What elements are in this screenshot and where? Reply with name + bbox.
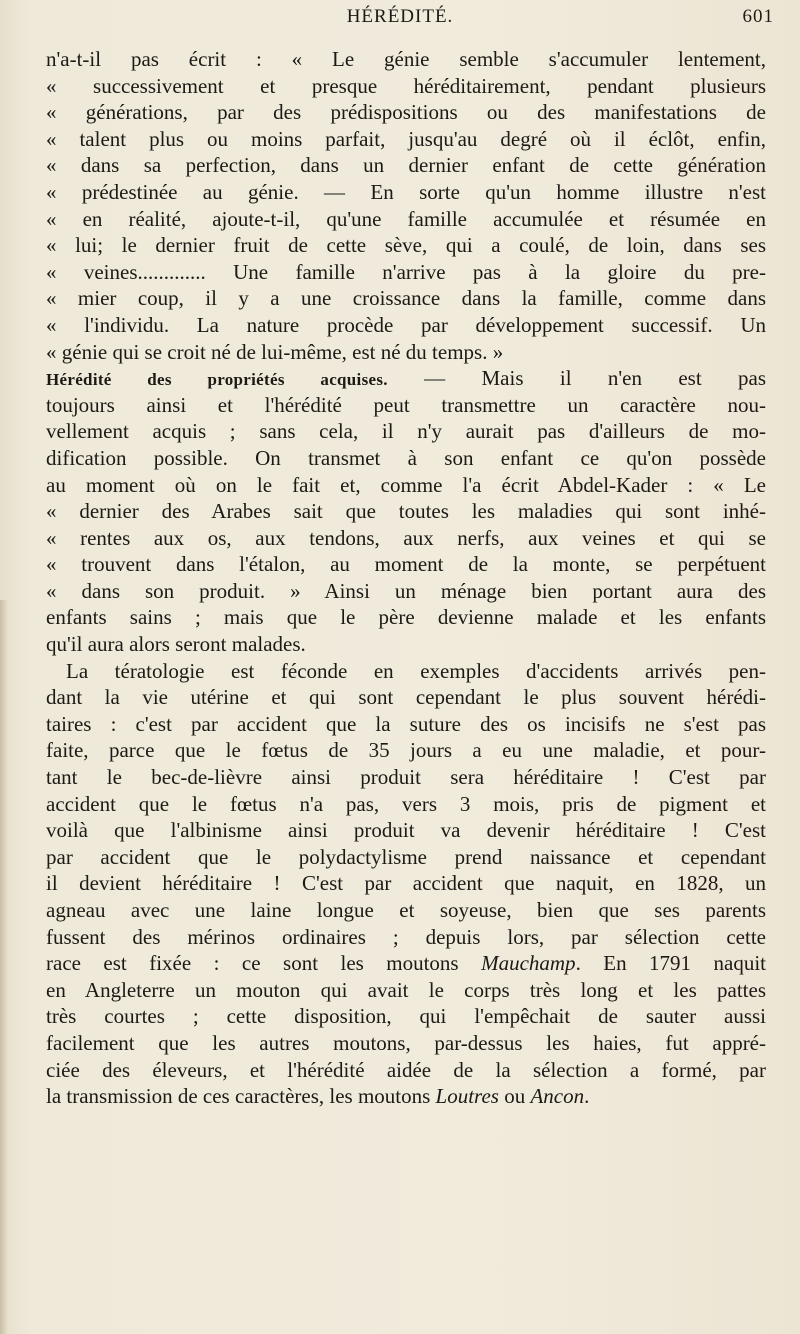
page-header	[0, 6, 800, 32]
text-line: facilement que les autres moutons, par-dessus les haies, fut appré-	[46, 1030, 766, 1055]
text-line: voilà que l'albinisme ainsi produit va devenir héréditaire ! C'est	[46, 818, 766, 843]
text-line	[46, 1083, 766, 1110]
text-line: « talent plus ou moins parfait, jusqu'au degré où il éclôt, enfin,	[46, 126, 766, 151]
text-line: « successivement et presque héréditairement, pendant plusieurs	[46, 73, 766, 98]
text-line: ciée des éleveurs, et l'hérédité aidée de la sélection a formé, par	[46, 1057, 766, 1082]
text-line: toujours ainsi et l'hérédité peut transmettre un caractère nou-	[46, 392, 766, 417]
text-line: agneau avec une laine longue et soyeuse, bien que ses parents	[46, 898, 766, 922]
section-title: Hérédité des propriétés acquises.	[46, 370, 388, 390]
text-line: il devient héréditaire ! C'est par accident que naquit, en 1828, un	[46, 871, 766, 896]
text-line: « trouvent dans l'étalon, au moment de la monte, se perpétuent	[46, 552, 766, 577]
text-line: très courtes ; cette disposition, qui l'empêchait de sauter aussi	[46, 1004, 766, 1029]
text-line: enfants sains ; mais que le père devienne malade et les enfants	[46, 605, 766, 630]
text-line: « lui; le dernier fruit de cette sève, qui a coulé, de loin, dans ses	[46, 233, 766, 258]
paragraph-quote-genius	[46, 46, 766, 365]
breed-name-ancon: Ancon	[530, 1084, 585, 1109]
text-fragment: . En 1791 naquit	[575, 951, 766, 976]
text-line: « prédestinée au génie. — En sorte qu'un homme illustre n'est	[46, 179, 766, 204]
text-line: « l'individu. La nature procède par développement successif. Un	[46, 312, 766, 337]
text-line	[46, 950, 766, 977]
text-fragment: ou	[504, 1084, 526, 1109]
section-title-continuation: — Mais il n'en est pas	[424, 366, 766, 391]
text-fragment: .	[584, 1084, 590, 1109]
text-line: taires : c'est par accident que la suture des os incisifs ne s'est pas	[46, 711, 766, 736]
text-line: dant la vie utérine et qui sont cependant le plus souvent hérédi-	[46, 685, 766, 710]
running-title: HÉRÉDITÉ.	[346, 6, 454, 27]
text-line: « dans son produit. » Ainsi un ménage bien portant aura des	[46, 578, 766, 603]
text-line: vellement acquis ; sans cela, il n'y aurait pas d'ailleurs de mo-	[46, 419, 766, 444]
text-fragment: la transmission de ces caractères, les moutons	[46, 1084, 431, 1109]
text-line: au moment où on le fait et, comme l'a écrit Abdel-Kader : « Le	[46, 472, 766, 497]
text-line: fussent des mérinos ordinaires ; depuis lors, par sélection cette	[46, 924, 766, 949]
text-line: accident que le fœtus n'a pas, vers 3 mois, pris de pigment et	[46, 791, 766, 816]
text-line: « générations, par des prédispositions ou des manifestations de	[46, 100, 766, 125]
text-line: qu'il aura alors seront malades.	[46, 632, 306, 657]
text-line: dification possible. On transmet à son enfant ce qu'on possède	[46, 445, 766, 470]
text-line: faite, parce que le fœtus de 35 jours a eu une maladie, et pour-	[46, 738, 766, 763]
text-line: « rentes aux os, aux tendons, aux nerfs, aux veines et qui se	[46, 525, 766, 550]
text-line: en Angleterre un mouton qui avait le corps très long et les pattes	[46, 977, 766, 1002]
text-line: tant le bec-de-lièvre ainsi produit sera héréditaire ! C'est par	[46, 765, 766, 790]
text-line	[46, 365, 766, 392]
text-line: « mier coup, il y a une croissance dans la famille, comme dans	[46, 286, 766, 311]
binding-shadow	[0, 600, 8, 1334]
text-fragment: race est fixée : ce sont les moutons	[46, 951, 459, 976]
breed-name-mauchamp: Mauchamp	[481, 951, 576, 976]
text-line: « dans sa perfection, dans un dernier enfant de cette génération	[46, 153, 766, 178]
text-line: « dernier des Arabes sait que toutes les maladies qui sont inhé-	[46, 499, 766, 524]
breed-name-loutres: Loutres	[435, 1084, 499, 1109]
page-number: 601	[742, 6, 774, 27]
text-line: n'a-t-il pas écrit : « Le génie semble s'accumuler lentement,	[46, 47, 766, 71]
text-line: « génie qui se croit né de lui-même, est né du temps. »	[46, 339, 504, 364]
paragraph-teratology	[46, 658, 766, 1110]
text-line: par accident que le polydactylisme prend naissance et cependant	[46, 844, 766, 869]
text-line: « veines............. Une famille n'arrive pas à la gloire du pre-	[46, 259, 766, 284]
text-line: « en réalité, ajoute-t-il, qu'une famille accumulée et résumée en	[46, 206, 766, 231]
body-text	[46, 46, 766, 1110]
paragraph-acquired-properties	[46, 365, 766, 658]
text-line: La tératologie est féconde en exemples d'accidents arrivés pen-	[66, 658, 766, 683]
